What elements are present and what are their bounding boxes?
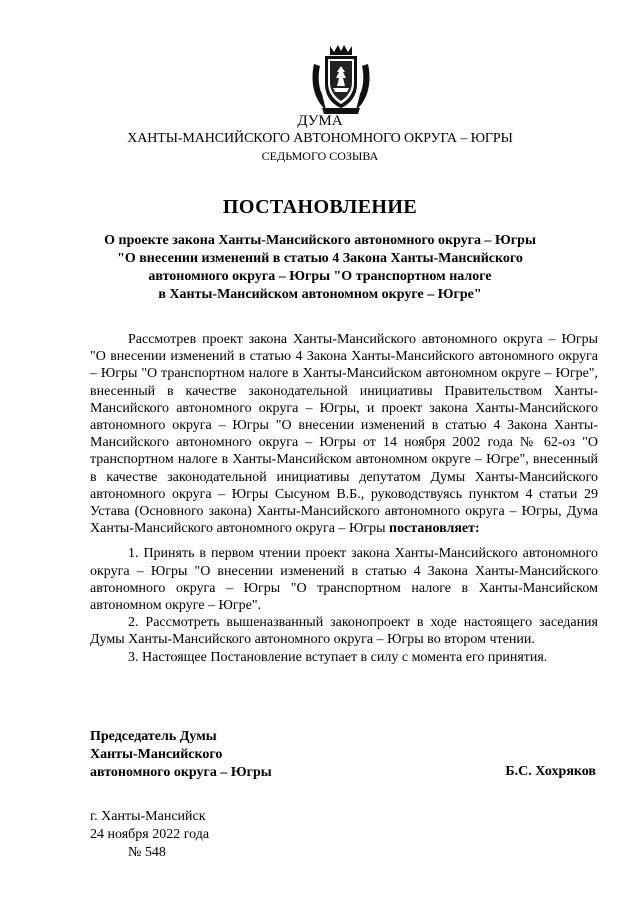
subject-line: О проекте закона Ханты-Мансийского автономного округа – Югры	[104, 233, 536, 248]
document-subject	[0, 232, 640, 304]
document-body	[90, 331, 598, 666]
document-footer	[90, 808, 209, 862]
subject-line: автономного округа – Югры "О транспортном налоге	[148, 269, 492, 284]
coat-of-arms-icon	[308, 42, 374, 118]
document-type: ПОСТАНОВЛЕНИЕ	[222, 196, 418, 218]
preamble-paragraph	[90, 331, 598, 537]
subject-line: "О внесении изменений в статью 4 Закона Ханты-Мансийского	[117, 251, 523, 266]
signer-title-line: автономного округа – Югры	[90, 765, 272, 780]
signer-title-line: Председатель Думы	[90, 729, 217, 744]
document-number: № 548	[128, 845, 166, 860]
org-region: ХАНТЫ-МАНСИЙСКОГО АВТОНОМНОГО ОКРУГА – ЮГРЫ	[127, 131, 513, 146]
signer-title	[90, 728, 272, 782]
preamble-text: Рассмотрев проект закона Ханты-Мансийского автономного округа – Югры "О внесении изменений в статью 4 Закона Ханты-Мансийского автономного округа – Югры "О транспортном налоге в Ханты-Мансийском автономном округе – Югре", внесенный в качестве законодательной инициативы Правительством Ханты-Мансийского автономного округа – Югры, и проект закона Ханты-Мансийского автономного округа – Югры "О внесении изменений в статью 4 Закона Ханты-Мансийского автономного округа – Югры от 14 ноября 2002 года № 62-оз "О транспортном налоге в Ханты-Мансийском автономном округе – Югре", внесенный в качестве законодательной инициативы депутатом Думы Ханты-Мансийского автономного округа – Югры Сысуном В.Б., руководствуясь пунктом 4 статьи 29 Устава (Основного закона) Ханты-Мансийского автономного округа – Югры, Дума Ханты-Мансийского автономного округа – Югры	[90, 332, 598, 537]
decision-item: 2. Рассмотреть вышеназванный законопроект в ходе настоящего заседания Думы Ханты-Мансийского автономного округа – Югры во втором чтении.	[90, 615, 598, 648]
decision-word: постановляет:	[389, 521, 480, 537]
subject-line: в Ханты-Мансийском автономном округе – Югре"	[158, 287, 482, 302]
signer-title-line: Ханты-Мансийского	[90, 747, 223, 762]
issue-city: г. Ханты-Мансийск	[90, 809, 206, 824]
org-convocation: СЕДЬМОГО СОЗЫВА	[261, 149, 379, 163]
signer-name: Б.С. Хохряков	[505, 764, 596, 779]
decision-item: 3. Настоящее Постановление вступает в силу с момента его принятия.	[128, 649, 548, 665]
decision-item: 1. Принять в первом чтении проект закона Ханты-Мансийского автономного округа – Югры "О внесении изменений в статью 4 Закона Ханты-Мансийского автономного округа – Югры "О транспортном налоге в Ханты-Мансийском автономном округе – Югре".	[90, 546, 598, 614]
document-header	[0, 112, 640, 164]
issue-date: 24 ноября 2022 года	[90, 827, 210, 842]
org-name: ДУМА	[297, 113, 343, 129]
